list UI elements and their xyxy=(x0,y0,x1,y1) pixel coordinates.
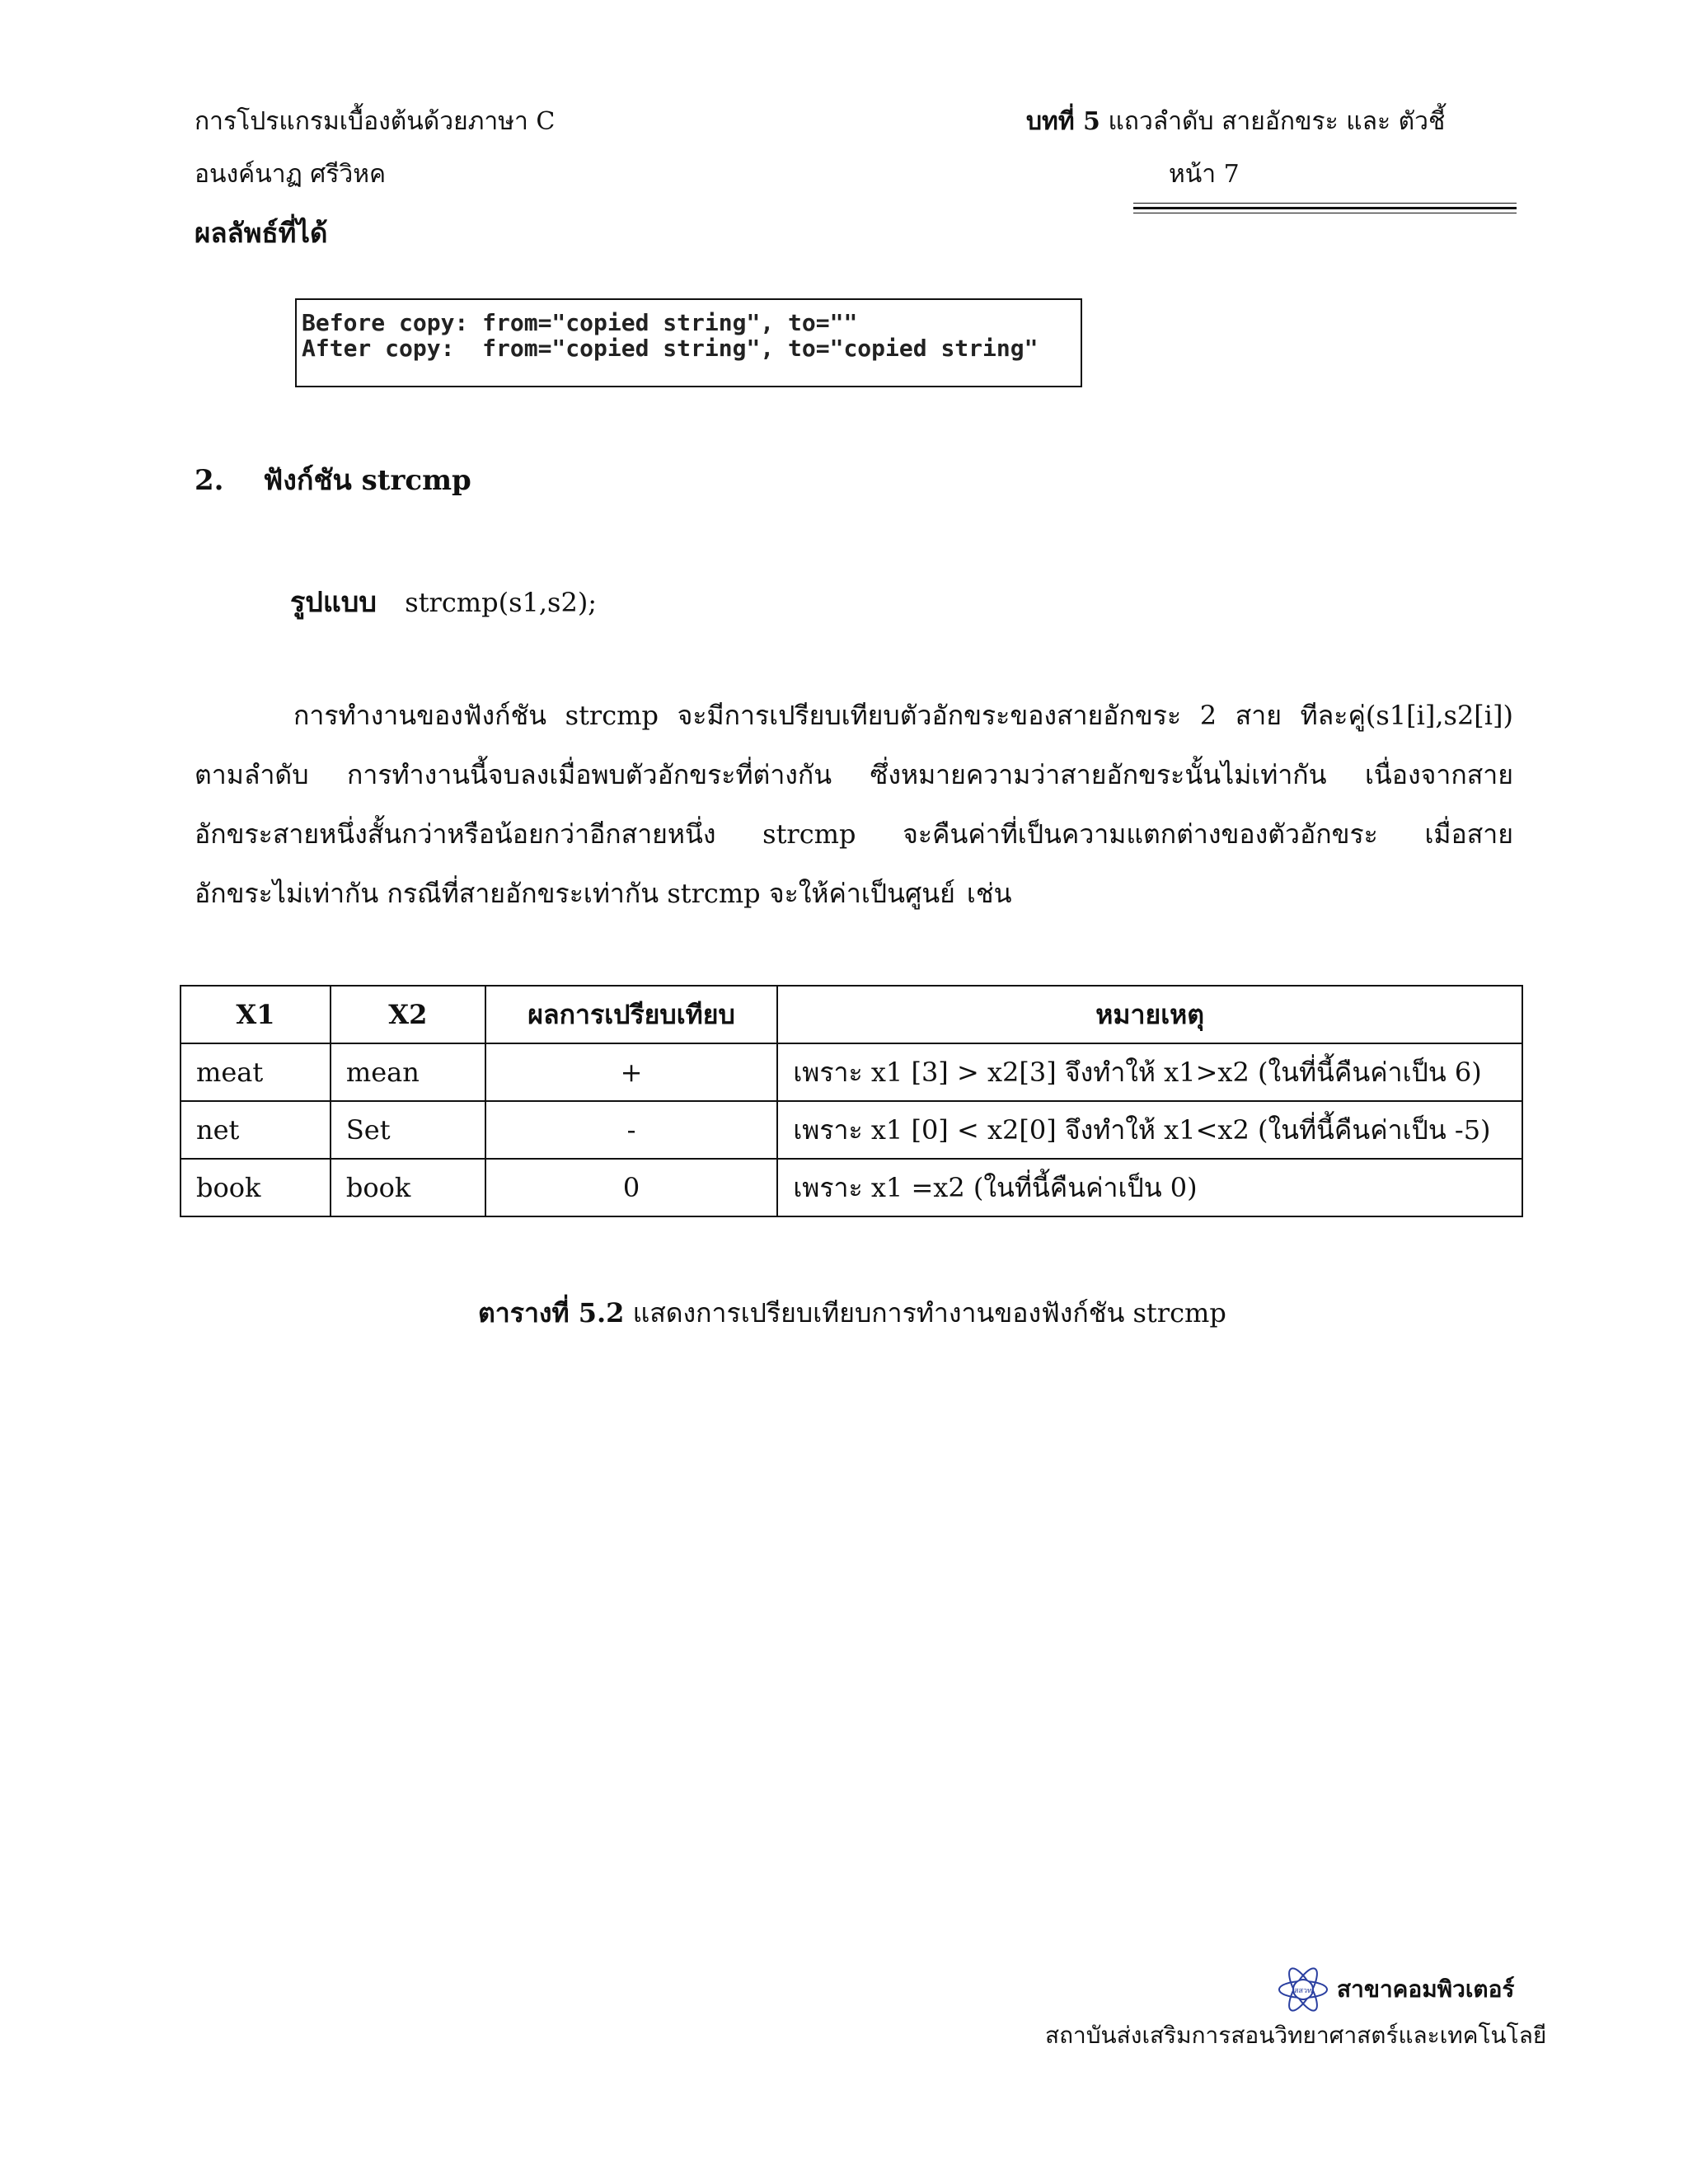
table-row xyxy=(181,1043,1522,1101)
section-title xyxy=(195,457,471,502)
table-header-row xyxy=(181,986,1522,1043)
table-cell: mean xyxy=(331,1043,485,1101)
console-line-1: Before copy: from="copied string", to="" xyxy=(302,309,858,336)
header-author: อนงค์นาฏ ศรีวิหค xyxy=(195,160,387,189)
table-cell: เพราะ x1 [3] > x2[3] จึงทำให้ x1>x2 (ในที่นี้คืนค่าเป็น 6) xyxy=(777,1043,1522,1101)
header-page-number: หน้า 7 xyxy=(1169,160,1240,189)
paragraph-line-2: ตามลำดับ การทำงานนี้จบลงเมื่อพบตัวอักขระที่ต่างกัน ซึ่งหมายความว่าสายอักขระนั้นไม่เท่ากัน เนื่องจากสาย xyxy=(195,759,1513,790)
paragraph-line-1: การทำงานของฟังก์ชัน strcmp จะมีการเปรียบเทียบตัวอักขระของสายอักขระ 2 สาย ทีละคู่(s1[i],s2[i]) xyxy=(293,700,1513,731)
header-chapter xyxy=(1026,105,1445,138)
table-cell: net xyxy=(181,1101,331,1159)
table-cell: 0 xyxy=(485,1159,778,1216)
console-output xyxy=(295,298,1082,387)
section-number: 2. xyxy=(195,464,224,497)
strcmp-comparison-table xyxy=(180,985,1523,1217)
table-cell: + xyxy=(485,1043,778,1101)
atom-logo-icon xyxy=(1278,1964,1329,2015)
table-cell: book xyxy=(181,1159,331,1216)
table-caption-text: แสดงการเปรียบเทียบการทำงานของฟังก์ชัน strcmp xyxy=(632,1297,1226,1329)
table-cell: เพราะ x1 =x2 (ในที่นี้คืนค่าเป็น 0) xyxy=(777,1159,1522,1216)
header-rule-middle xyxy=(1133,207,1517,209)
table-row xyxy=(181,1159,1522,1216)
footer-institute: สถาบันส่งเสริมการสอนวิทยาศาสตร์และเทคโนโลยี xyxy=(1045,2022,1547,2049)
section-title-text: ฟังก์ชัน strcmp xyxy=(263,464,471,497)
syntax-line xyxy=(290,579,597,624)
table-header-x2: X2 xyxy=(331,986,485,1043)
header-book-title: การโปรแกรมเบื้องต้นด้วยภาษา C xyxy=(195,107,556,136)
header-rule-top xyxy=(1133,203,1517,204)
header-chapter-title: แถวลำดับ สายอักขระ และ ตัวชี้ xyxy=(1108,107,1446,136)
table-cell: - xyxy=(485,1101,778,1159)
table-cell: meat xyxy=(181,1043,331,1101)
result-heading: ผลลัพธ์ที่ได้ xyxy=(195,217,328,249)
logo-text: สสวท xyxy=(1294,1987,1312,1995)
table-caption xyxy=(478,1292,1226,1334)
syntax-label: รูปแบบ xyxy=(290,586,377,619)
table-header-result: ผลการเปรียบเทียบ xyxy=(485,986,778,1043)
table-header-x1: X1 xyxy=(181,986,331,1043)
paragraph-line-3: อักขระสายหนึ่งสั้นกว่าหรือน้อยกว่าอีกสายหนึ่ง strcmp จะคืนค่าที่เป็นความแตกต่างของตัวอักขระ เมื่อสาย xyxy=(195,818,1513,850)
table-cell: เพราะ x1 [0] < x2[0] จึงทำให้ x1<x2 (ในที่นี้คืนค่าเป็น -5) xyxy=(777,1101,1522,1159)
table-cell: Set xyxy=(331,1101,485,1159)
console-line-2: After copy: from="copied string", to="copied string" xyxy=(302,335,1039,362)
syntax-value: strcmp(s1,s2); xyxy=(405,587,598,618)
header-chapter-label: บทที่ 5 xyxy=(1026,107,1100,136)
table-header-note: หมายเหตุ xyxy=(777,986,1522,1043)
table-row xyxy=(181,1101,1522,1159)
table-caption-label: ตารางที่ 5.2 xyxy=(478,1297,625,1329)
footer-department: สาขาคอมพิวเตอร์ xyxy=(1337,1975,1515,2003)
description-paragraph xyxy=(195,686,1513,923)
table-cell: book xyxy=(331,1159,485,1216)
paragraph-line-4: อักขระไม่เท่ากัน กรณีที่สายอักขระเท่ากัน strcmp จะให้ค่าเป็นศูนย์ เช่น xyxy=(195,878,1012,909)
